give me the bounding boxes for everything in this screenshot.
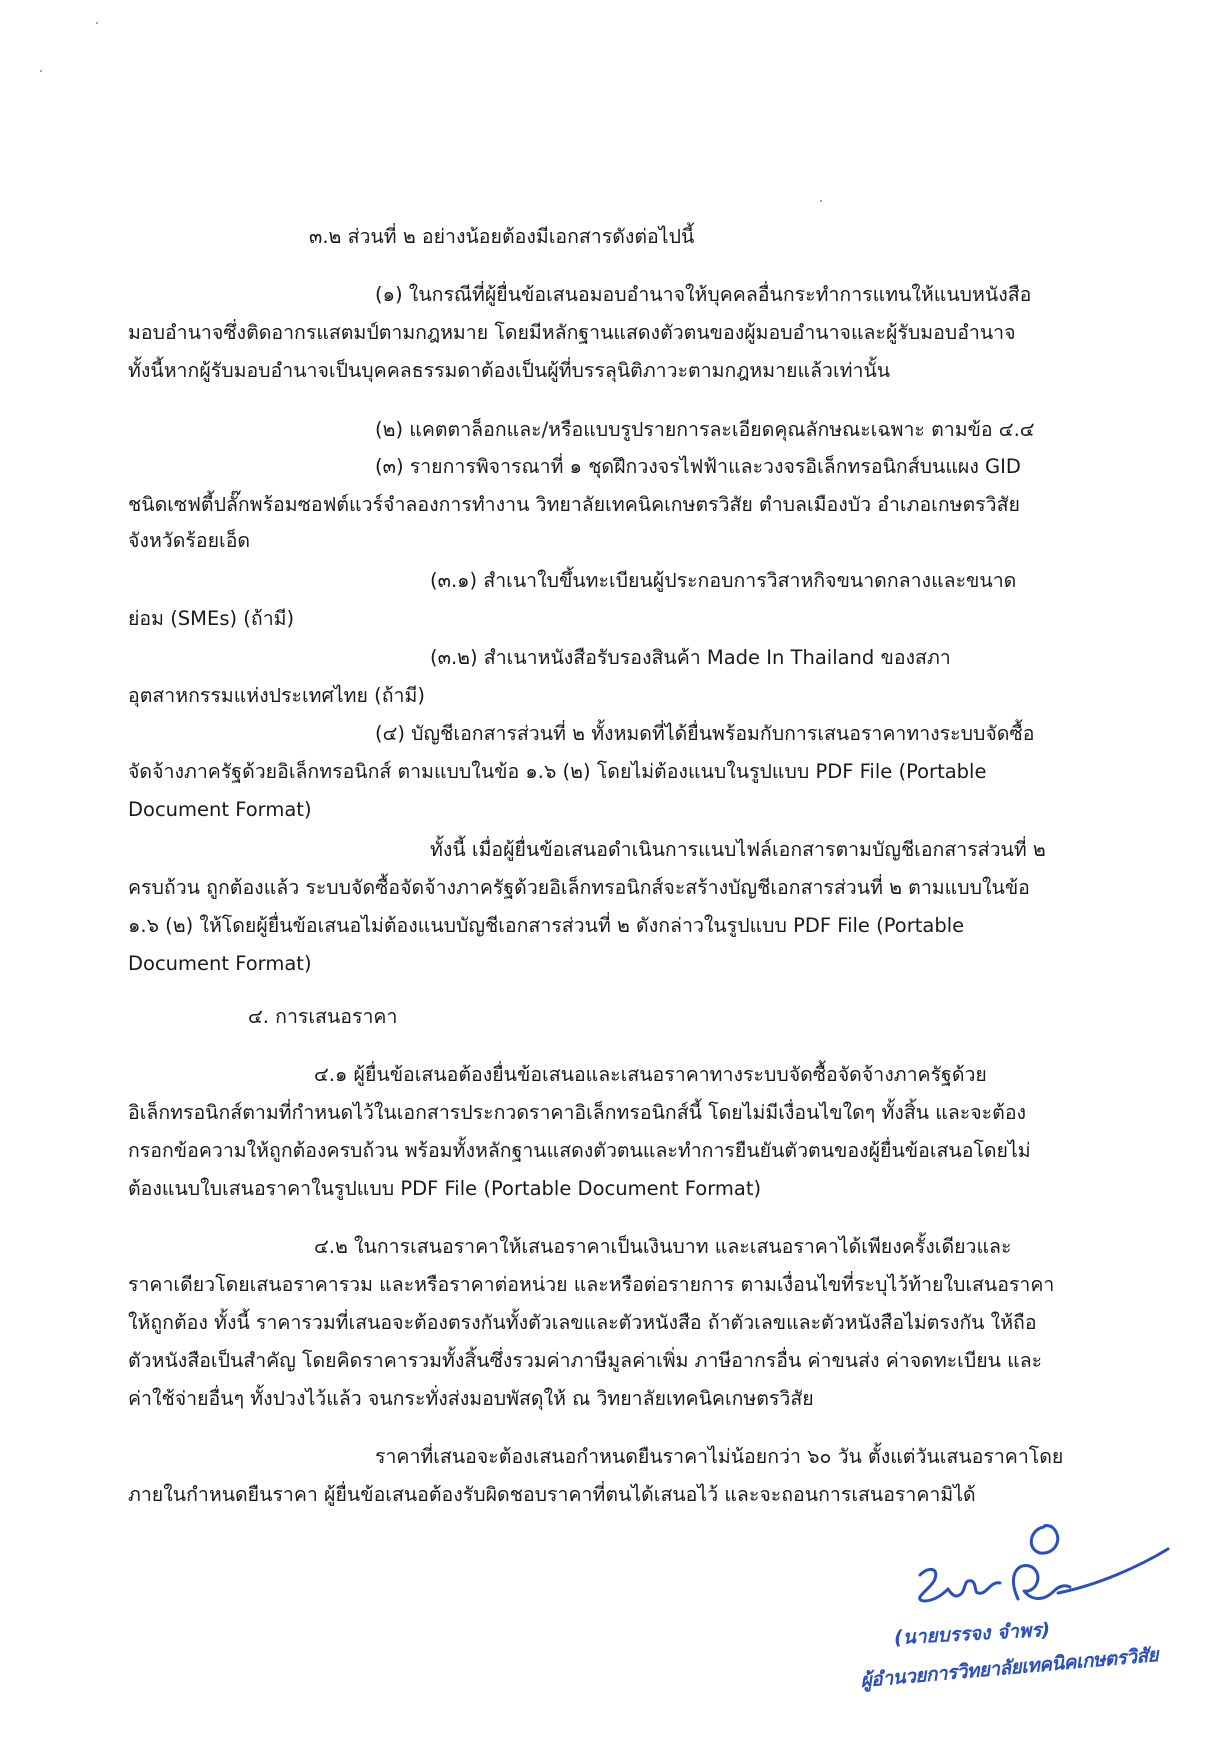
item-4-1-line-1: ๔.๑ ผู้ยื่นข้อเสนอต้องยื่นข้อเสนอและเสนอราคาทางระบบจัดซื้อจัดจ้างภาครัฐด้วย — [314, 1063, 987, 1086]
item-1-line-2: มอบอำนาจซึ่งติดอากรแสตมป์ตามกฎหมาย โดยมีหลักฐานแสดงตัวตนของผู้มอบอำนาจและผู้รับมอบอำนาจ — [128, 321, 1016, 344]
note-line-2: ครบถ้วน ถูกต้องแล้ว ระบบจัดซื้อจัดจ้างภาครัฐด้วยอิเล็กทรอนิกส์จะสร้างบัญชีเอกสารส่วนที่ ๒ ตามแบบในข้อ — [128, 876, 1030, 899]
item-3-1-line-2: ย่อม (SMEs) (ถ้ามี) — [128, 607, 295, 630]
item-3-line-1: (๓) รายการพิจารณาที่ ๑ ชุดฝึกวงจรไฟฟ้าและวงจรอิเล็กทรอนิกส์บนแผง GID — [375, 455, 1021, 478]
signature-stroke-2 — [1013, 1565, 1070, 1599]
item-4-line-1: (๔) บัญชีเอกสารส่วนที่ ๒ ทั้งหมดที่ได้ยื่นพร้อมกับการเสนอราคาทางระบบจัดซื้อ — [375, 722, 1035, 745]
section-3-2-heading: ๓.๒ ส่วนที่ ๒ อย่างน้อยต้องมีเอกสารดังต่อไปนี้ — [309, 225, 695, 248]
item-1-line-3: ทั้งนี้หากผู้รับมอบอำนาจเป็นบุคคลธรรมดาต้องเป็นผู้ที่บรรลุนิติภาวะตามกฎหมายแล้วเท่านั้น — [128, 359, 891, 382]
note-line-3: ๑.๖ (๒) ให้โดยผู้ยื่นข้อเสนอไม่ต้องแนบบัญชีเอกสารส่วนที่ ๒ ดังกล่าวในรูปแบบ PDF File (Portable — [128, 914, 965, 937]
item-3-line-2: ชนิดเซฟตี้ปลั๊กพร้อมซอฟต์แวร์จำลองการทำงาน วิทยาลัยเทคนิคเกษตรวิสัย ตำบลเมืองบัว อำเภอเกษตรวิสัย — [128, 493, 1020, 516]
item-4-2-line-1: ๔.๒ ในการเสนอราคาให้เสนอราคาเป็นเงินบาท และเสนอราคาได้เพียงครั้งเดียวและ — [314, 1235, 1012, 1258]
item-4-1-line-2: อิเล็กทรอนิกส์ตามที่กำหนดไว้ในเอกสารประกวดราคาอิเล็กทรอนิกส์นี้ โดยไม่มีเงื่อนไขใดๆ ทั้งสิ้น และจะต้อง — [128, 1101, 1027, 1124]
scan-speck — [820, 200, 822, 202]
section-4-heading: ๔. การเสนอราคา — [248, 1005, 398, 1028]
item-4-2-line-3: ให้ถูกต้อง ทั้งนี้ ราคารวมที่เสนอจะต้องตรงกันทั้งตัวเลขและตัวหนังสือ ถ้าตัวเลขและตัวหนังสือไม่ตรงกัน ให้ถือ — [128, 1311, 1037, 1334]
signature-stroke-3 — [1058, 1549, 1168, 1593]
scan-speck — [96, 22, 98, 24]
note-line-4: Document Format) — [128, 952, 312, 975]
item-3-line-3: จังหวัดร้อยเอ็ด — [128, 529, 251, 552]
item-4-1-line-4: ต้องแนบใบเสนอราคาในรูปแบบ PDF File (Portable Document Format) — [128, 1177, 762, 1200]
item-4-1-line-3: กรอกข้อความให้ถูกต้องครบถ้วน พร้อมทั้งหลักฐานแสดงตัวตนและทำการยืนยันตัวตนของผู้ยื่นข้อเสนอโดยไม่ — [128, 1139, 1031, 1162]
note-line-1: ทั้งนี้ เมื่อผู้ยื่นข้อเสนอดำเนินการแนบไฟล์เอกสารตามบัญชีเอกสารส่วนที่ ๒ — [430, 838, 1046, 861]
signer-name: (นายบรรจง จำพร) — [893, 1618, 1051, 1650]
item-3-1-line-1: (๓.๑) สำเนาใบขึ้นทะเบียนผู้ประกอบการวิสาหกิจขนาดกลางและขนาด — [430, 569, 1017, 592]
item-4-2-line-5: ค่าใช้จ่ายอื่นๆ ทั้งปวงไว้แล้ว จนกระทั่งส่งมอบพัสดุให้ ณ วิทยาลัยเทคนิคเกษตรวิสัย — [128, 1387, 814, 1410]
item-3-2-line-2: อุตสาหกรรมแห่งประเทศไทย (ถ้ามี) — [128, 684, 425, 707]
item-4-2-line-2: ราคาเดียวโดยเสนอราคารวม และหรือราคาต่อหน่วย และหรือต่อรายการ ตามเงื่อนไขที่ระบุไว้ท้ายใบเสนอราคา — [128, 1273, 1055, 1296]
item-2: (๒) แคตตาล็อกและ/หรือแบบรูปรายการละเอียดคุณลักษณะเฉพาะ ตามข้อ ๔.๔ — [375, 418, 1035, 441]
signature-block — [859, 1515, 1198, 1735]
item-1-line-1: (๑) ในกรณีที่ผู้ยื่นข้อเสนอมอบอำนาจให้บุคคลอื่นกระทำการแทนให้แนบหนังสือ — [375, 283, 1032, 306]
item-4-line-3: Document Format) — [128, 798, 312, 821]
scan-speck — [40, 70, 42, 72]
signer-title: ผู้อำนวยการวิทยาลัยเทคนิคเกษตรวิสัย — [859, 1644, 1159, 1692]
page-mark-stroke — [1031, 1526, 1057, 1554]
item-3-2-line-1: (๓.๒) สำเนาหนังสือรับรองสินค้า Made In Thailand ของสภา — [430, 646, 951, 669]
signature-stroke-1 — [920, 1569, 1000, 1601]
validity-line-1: ราคาที่เสนอจะต้องเสนอกำหนดยืนราคาไม่น้อยกว่า ๖๐ วัน ตั้งแต่วันเสนอราคาโดย — [375, 1445, 1064, 1468]
item-4-2-line-4: ตัวหนังสือเป็นสำคัญ โดยคิดราคารวมทั้งสิ้นซึ่งรวมค่าภาษีมูลค่าเพิ่ม ภาษีอากรอื่น ค่าขนส่ง ค่าจดทะเบียน และ — [128, 1349, 1043, 1372]
validity-line-2: ภายในกำหนดยืนราคา ผู้ยื่นข้อเสนอต้องรับผิดชอบราคาที่ตนได้เสนอไว้ และจะถอนการเสนอราคามิได้ — [128, 1483, 976, 1506]
item-4-line-2: จัดจ้างภาครัฐด้วยอิเล็กทรอนิกส์ ตามแบบในข้อ ๑.๖ (๒) โดยไม่ต้องแนบในรูปแบบ PDF File (Portable — [128, 760, 987, 783]
